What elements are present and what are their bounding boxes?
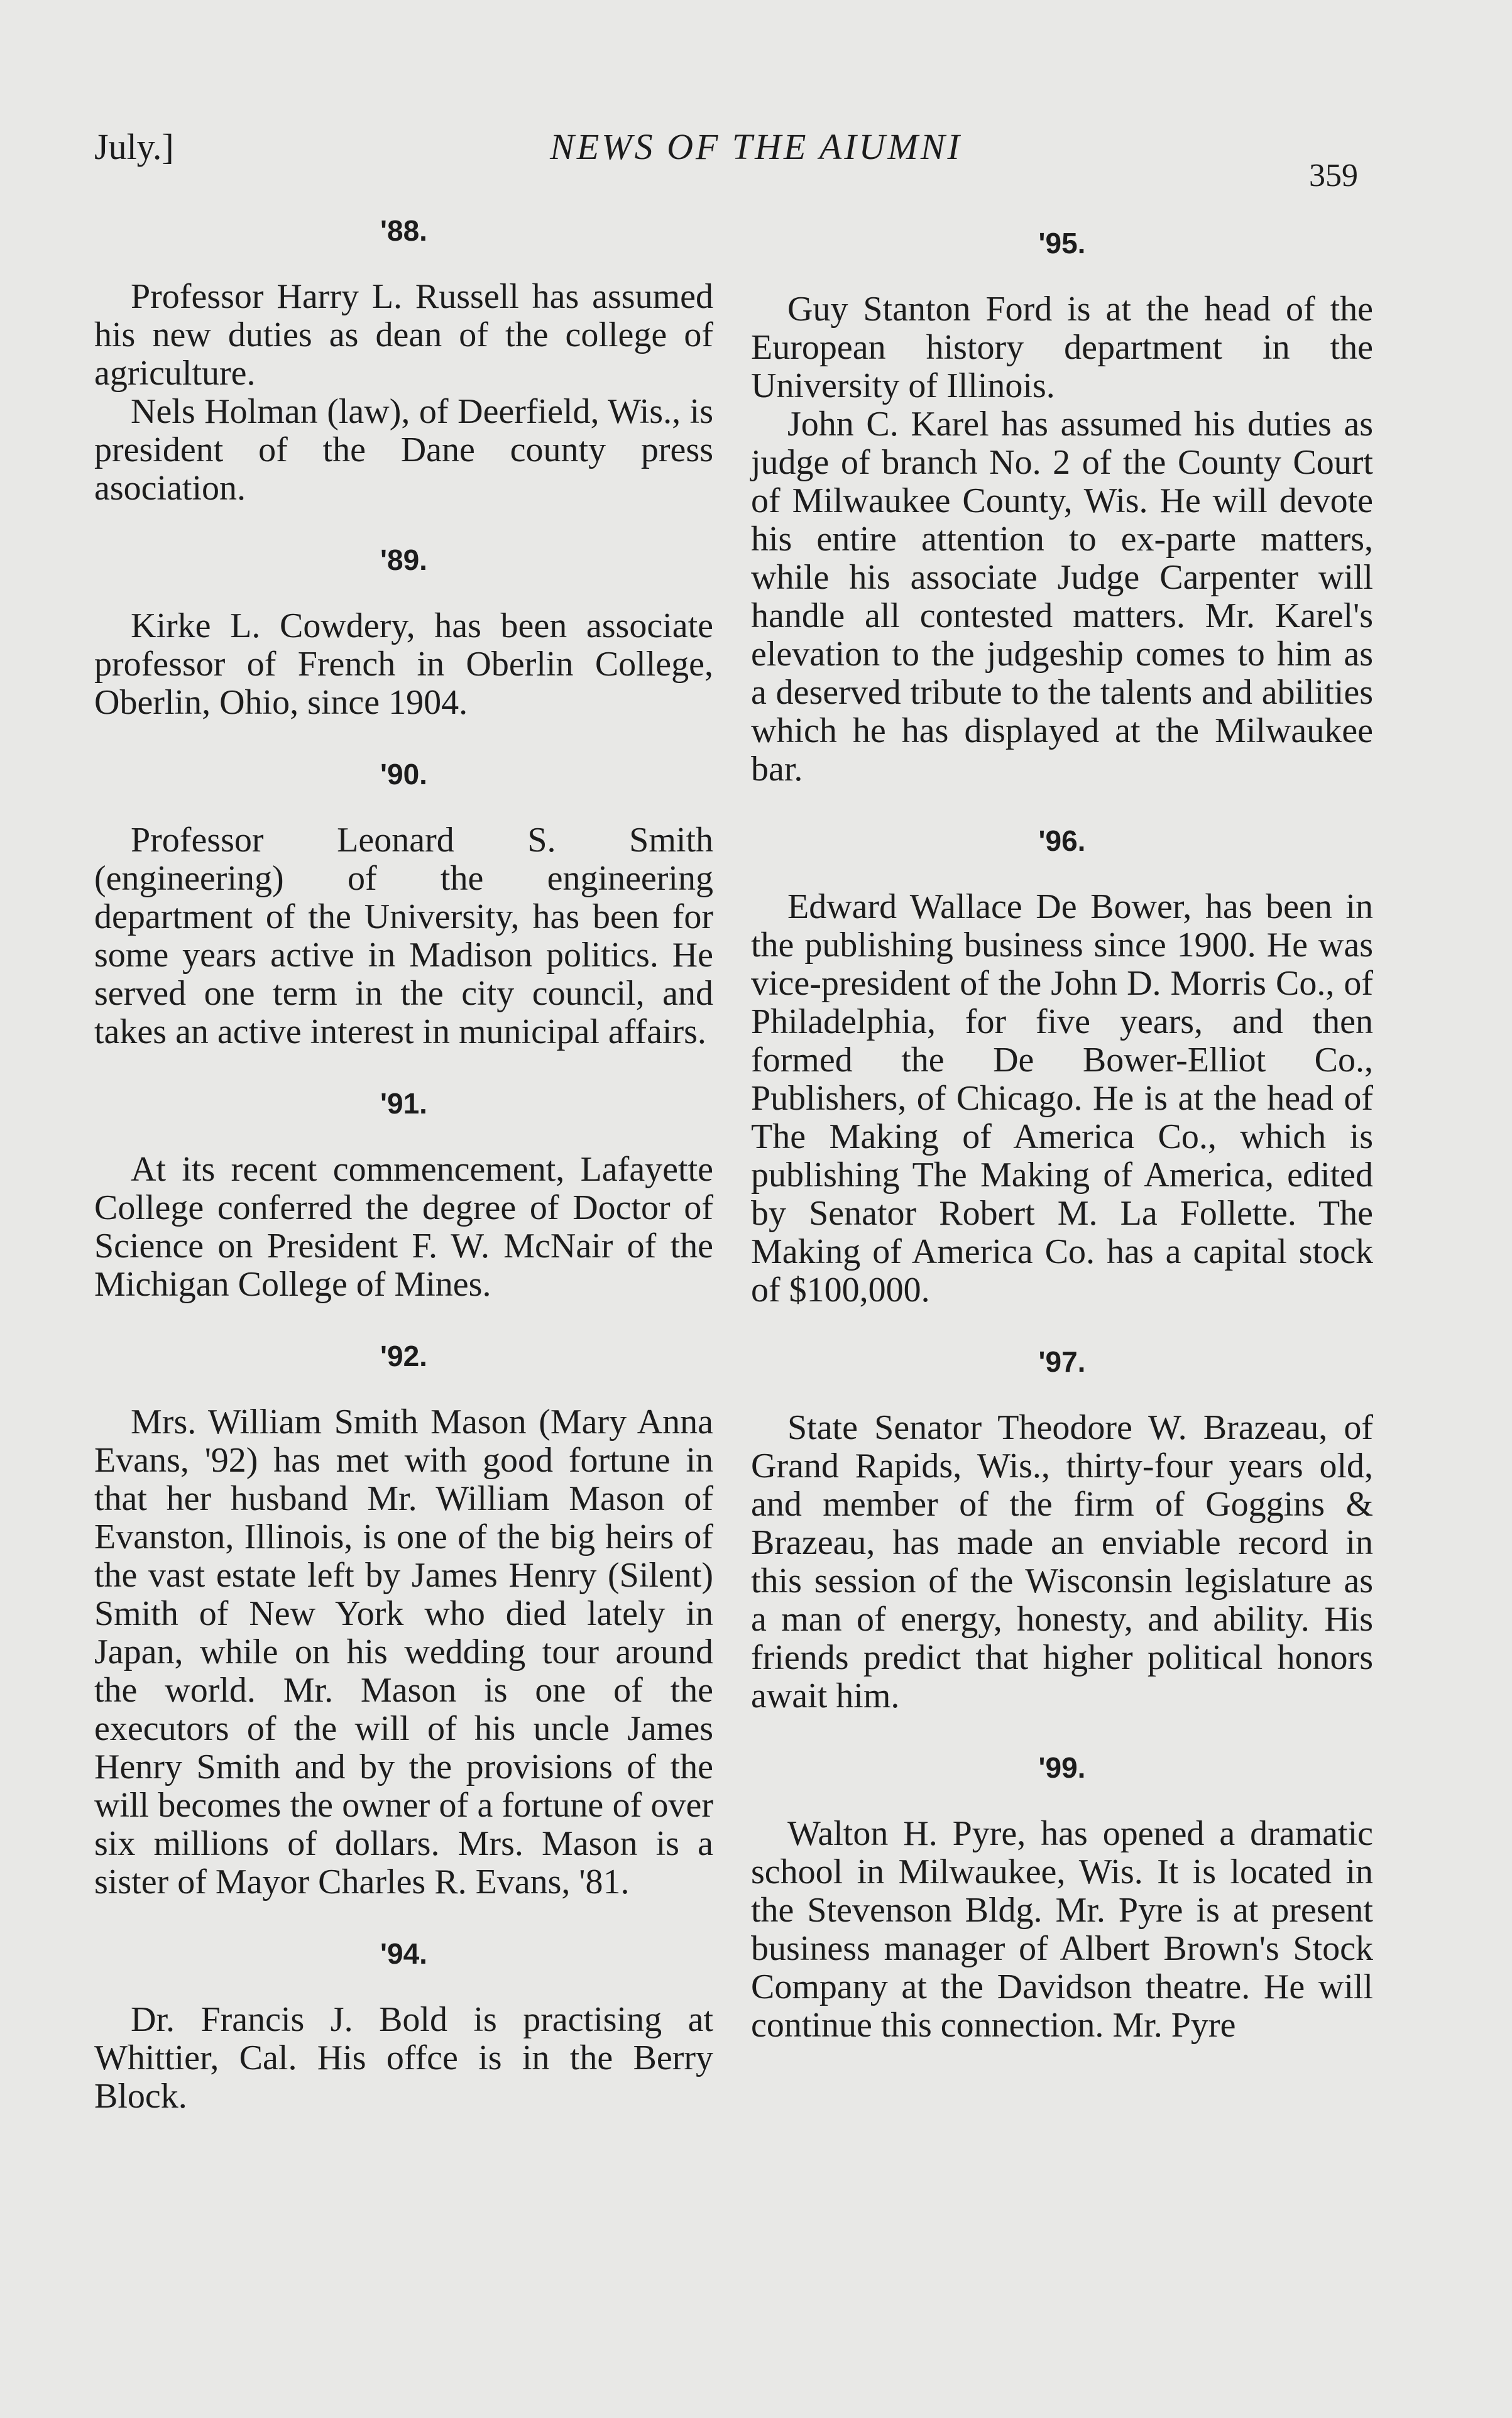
alumni-note-paragraph: Edward Wallace De Bower, has been in the publishing business since 1900. He was vice-president of the John D. Morris Co., of Philadelphia, for five years, and then formed the De Bower-Elliot Co., Publishers, of Chicago. He is at the head of The Making of America Co., which is publishing The Making of America, edited by Senator Robert M. La Follette. The Making of America Co. has a capital stock of $100,000. bbox=[751, 887, 1373, 1310]
class-year-heading: '88. bbox=[380, 214, 427, 247]
class-section bbox=[751, 824, 1373, 1310]
right-column bbox=[751, 226, 1373, 2080]
class-year-heading: '91. bbox=[380, 1087, 427, 1120]
class-section bbox=[751, 1751, 1373, 2045]
alumni-note-paragraph: Professor Leonard S. Smith (engineering) of the engineering department of the University, has been for some years active in Madison politics. He served one term in the city council, and takes an active interest in municipal affairs. bbox=[94, 821, 713, 1051]
running-title: NEWS OF THE AIUMNI bbox=[550, 126, 962, 167]
alumni-note-paragraph: Walton H. Pyre, has opened a dramatic school in Milwaukee, Wis. It is located in the Stevenson Bldg. Mr. Pyre is at present business manager of Albert Brown's Stock Company at the Davidson theatre. He will continue this connection. Mr. Pyre bbox=[751, 1814, 1373, 2045]
class-section bbox=[94, 214, 713, 508]
class-section bbox=[751, 1345, 1373, 1715]
alumni-note-paragraph: Nels Holman (law), of Deerfield, Wis., is president of the Dane county press asociation. bbox=[94, 392, 713, 508]
class-year-heading: '94. bbox=[380, 1937, 427, 1970]
page-number: 359 bbox=[1309, 158, 1358, 194]
alumni-note-paragraph: Guy Stanton Ford is at the head of the European history department in the University of Illinois. bbox=[751, 290, 1373, 405]
class-year-heading: '92. bbox=[380, 1340, 427, 1372]
header-month: July.] bbox=[94, 126, 174, 167]
class-section bbox=[94, 543, 713, 722]
class-year-heading: '97. bbox=[1038, 1345, 1086, 1378]
class-year-heading: '96. bbox=[1038, 824, 1086, 857]
alumni-note-paragraph: Mrs. William Smith Mason (Mary Anna Evans, '92) has met with good fortune in that her husband Mr. William Mason of Evanston, Illinois, is one of the big heirs of the vast estate left by James Henry (Silent) Smith of New York who died lately in Japan, while on his wedding tour around the world. Mr. Mason is one of the executors of the will of his uncle James Henry Smith and by the provisions of the will becomes the owner of a fortune of over six millions of dollars. Mrs. Mason is a sister of Mayor Charles R. Evans, '81. bbox=[94, 1403, 713, 1901]
class-section bbox=[94, 1937, 713, 2116]
alumni-note-paragraph: Professor Harry L. Russell has assumed his new duties as dean of the college of agriculture. bbox=[94, 277, 713, 393]
alumni-note-paragraph: Kirke L. Cowdery, has been associate professor of French in Oberlin College, Oberlin, Ohio, since 1904. bbox=[94, 606, 713, 722]
alumni-note-paragraph: At its recent commencement, Lafayette College conferred the degree of Doctor of Science on President F. W. McNair of the Michigan College of Mines. bbox=[94, 1150, 713, 1304]
alumni-note-paragraph: State Senator Theodore W. Brazeau, of Grand Rapids, Wis., thirty-four years old, and member of the firm of Goggins & Brazeau, has made an enviable record in this session of the Wisconsin legislature as a man of energy, honesty, and ability. His friends predict that higher political honors await him. bbox=[751, 1408, 1373, 1715]
class-section bbox=[751, 226, 1373, 789]
class-section bbox=[94, 757, 713, 1051]
left-column bbox=[94, 214, 713, 2151]
class-year-heading: '95. bbox=[1038, 227, 1086, 260]
class-section bbox=[94, 1086, 713, 1304]
class-section bbox=[94, 1339, 713, 1901]
class-year-heading: '89. bbox=[380, 544, 427, 576]
class-year-heading: '90. bbox=[380, 758, 427, 790]
alumni-note-paragraph: John C. Karel has assumed his duties as judge of branch No. 2 of the County Court of Milwaukee County, Wis. He will devote his entire attention to ex-parte matters, while his associate Judge Carpenter will handle all contested matters. Mr. Karel's elevation to the judgeship comes to him as a deserved tribute to the talents and abilities which he has displayed at the Milwaukee bar. bbox=[751, 405, 1373, 789]
class-year-heading: '99. bbox=[1038, 1751, 1086, 1784]
alumni-note-paragraph: Dr. Francis J. Bold is practising at Whittier, Cal. His offce is in the Berry Block. bbox=[94, 2000, 713, 2116]
